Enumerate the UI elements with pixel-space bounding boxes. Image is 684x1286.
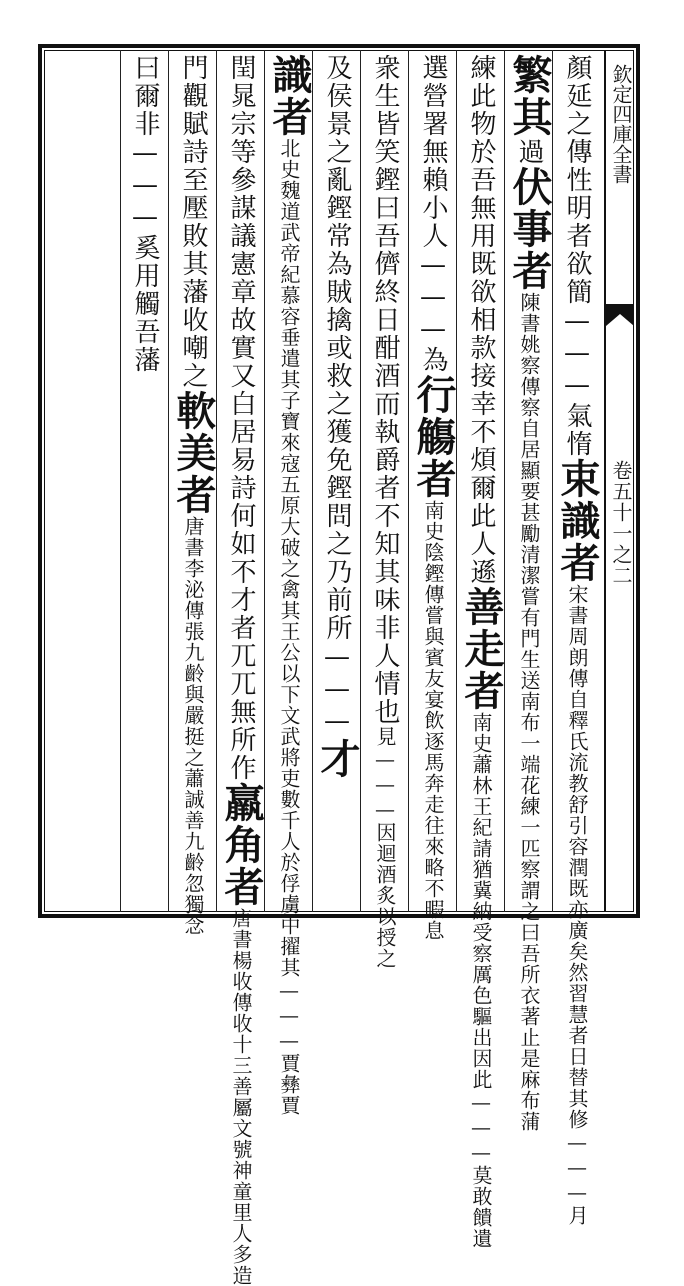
column-annotation: 南史蕭林王紀請猶冀納受察厲色驅出因此———莫敢饋遺 <box>469 712 493 1249</box>
column-text: 閏晁宗等參謀議憲章故實又白居易詩何如不才者兀兀無所作 <box>226 54 256 782</box>
column-rule <box>360 50 361 912</box>
column-annotation: 陳書姚察傳察自居顯要甚勵清潔嘗有門生送南布一端花練一匹察謂之曰吾所衣著止是麻布蒲 <box>517 292 541 1132</box>
text-column-9 <box>170 54 217 936</box>
column-text: 練此物於吾無用既欲相款接幸不煩爾此人遜 <box>466 54 496 586</box>
column-heading: 才 <box>314 738 361 780</box>
text-column-7 <box>266 54 313 1116</box>
column-annotation: 唐書楊收傳收十三善屬文號神童里人多造 <box>229 908 253 1286</box>
column-text: 顏延之傳性明者欲簡———氣惰 <box>562 54 592 458</box>
column-heading: 繁其 <box>506 54 553 138</box>
text-column-2 <box>506 54 553 1132</box>
margin-chapter: 卷五十一之二 <box>609 460 633 586</box>
column-text: 曰爾非———奚用觸吾藩 <box>130 54 160 374</box>
margin-title: 欽定四庫全書 <box>609 64 633 184</box>
column-heading: 羸角者 <box>218 782 265 908</box>
text-column-4 <box>410 54 457 941</box>
column-rule <box>312 50 313 912</box>
column-text: 選營署無賴小人———為 <box>418 54 448 374</box>
column-rule <box>408 50 409 912</box>
column-heading: 行觴者 <box>410 374 457 500</box>
column-text: 過 <box>514 138 544 166</box>
text-column-3 <box>458 54 505 1249</box>
text-column-6 <box>314 54 361 910</box>
text-column-1 <box>554 54 601 1226</box>
text-column-8 <box>218 54 265 1286</box>
column-heading: 伏事者 <box>506 166 553 292</box>
column-annotation: 見———因迴酒炙以授之 <box>373 726 397 969</box>
text-column-10 <box>124 54 166 910</box>
column-rule <box>120 50 121 912</box>
column-text: 及侯景之亂鏗常為賊擒或救之獲免鏗問之乃前所——— <box>322 54 352 738</box>
column-heading: 善走者 <box>458 586 505 712</box>
column-annotation: 南史陰鏗傳嘗與賓友宴飲逐馬奔走往來略不暇息 <box>421 500 445 941</box>
column-heading: 束識者 <box>554 458 601 584</box>
text-column-5 <box>364 54 406 969</box>
column-annotation: 北史魏道武帝紀慕容垂遣其子寶來寇五原大破之禽其王公以下文武將吏數千人於俘虜中擢其———賈彝賈 <box>277 138 301 1116</box>
column-text: 衆生皆笑鏗曰吾儕終日酣酒而執爵者不知其味非人情也 <box>370 54 400 726</box>
margin-strip <box>604 50 634 912</box>
fish-tail-mark-icon <box>606 304 634 326</box>
column-annotation: 宋書周朗傳自釋氏流教舒引容潤既亦廣矣然習慧者日替其修———月 <box>565 584 589 1226</box>
column-heading: 軟美者 <box>170 390 217 516</box>
column-annotation: 唐書李泌傳張九齡與嚴挺之蕭誠善九齡忽獨念 <box>181 516 205 936</box>
column-heading: 識者 <box>266 54 313 138</box>
column-rule <box>168 50 169 912</box>
column-rule <box>504 50 505 912</box>
column-text: 門觀賦詩至壓敗其藩收嘲之 <box>178 54 208 390</box>
